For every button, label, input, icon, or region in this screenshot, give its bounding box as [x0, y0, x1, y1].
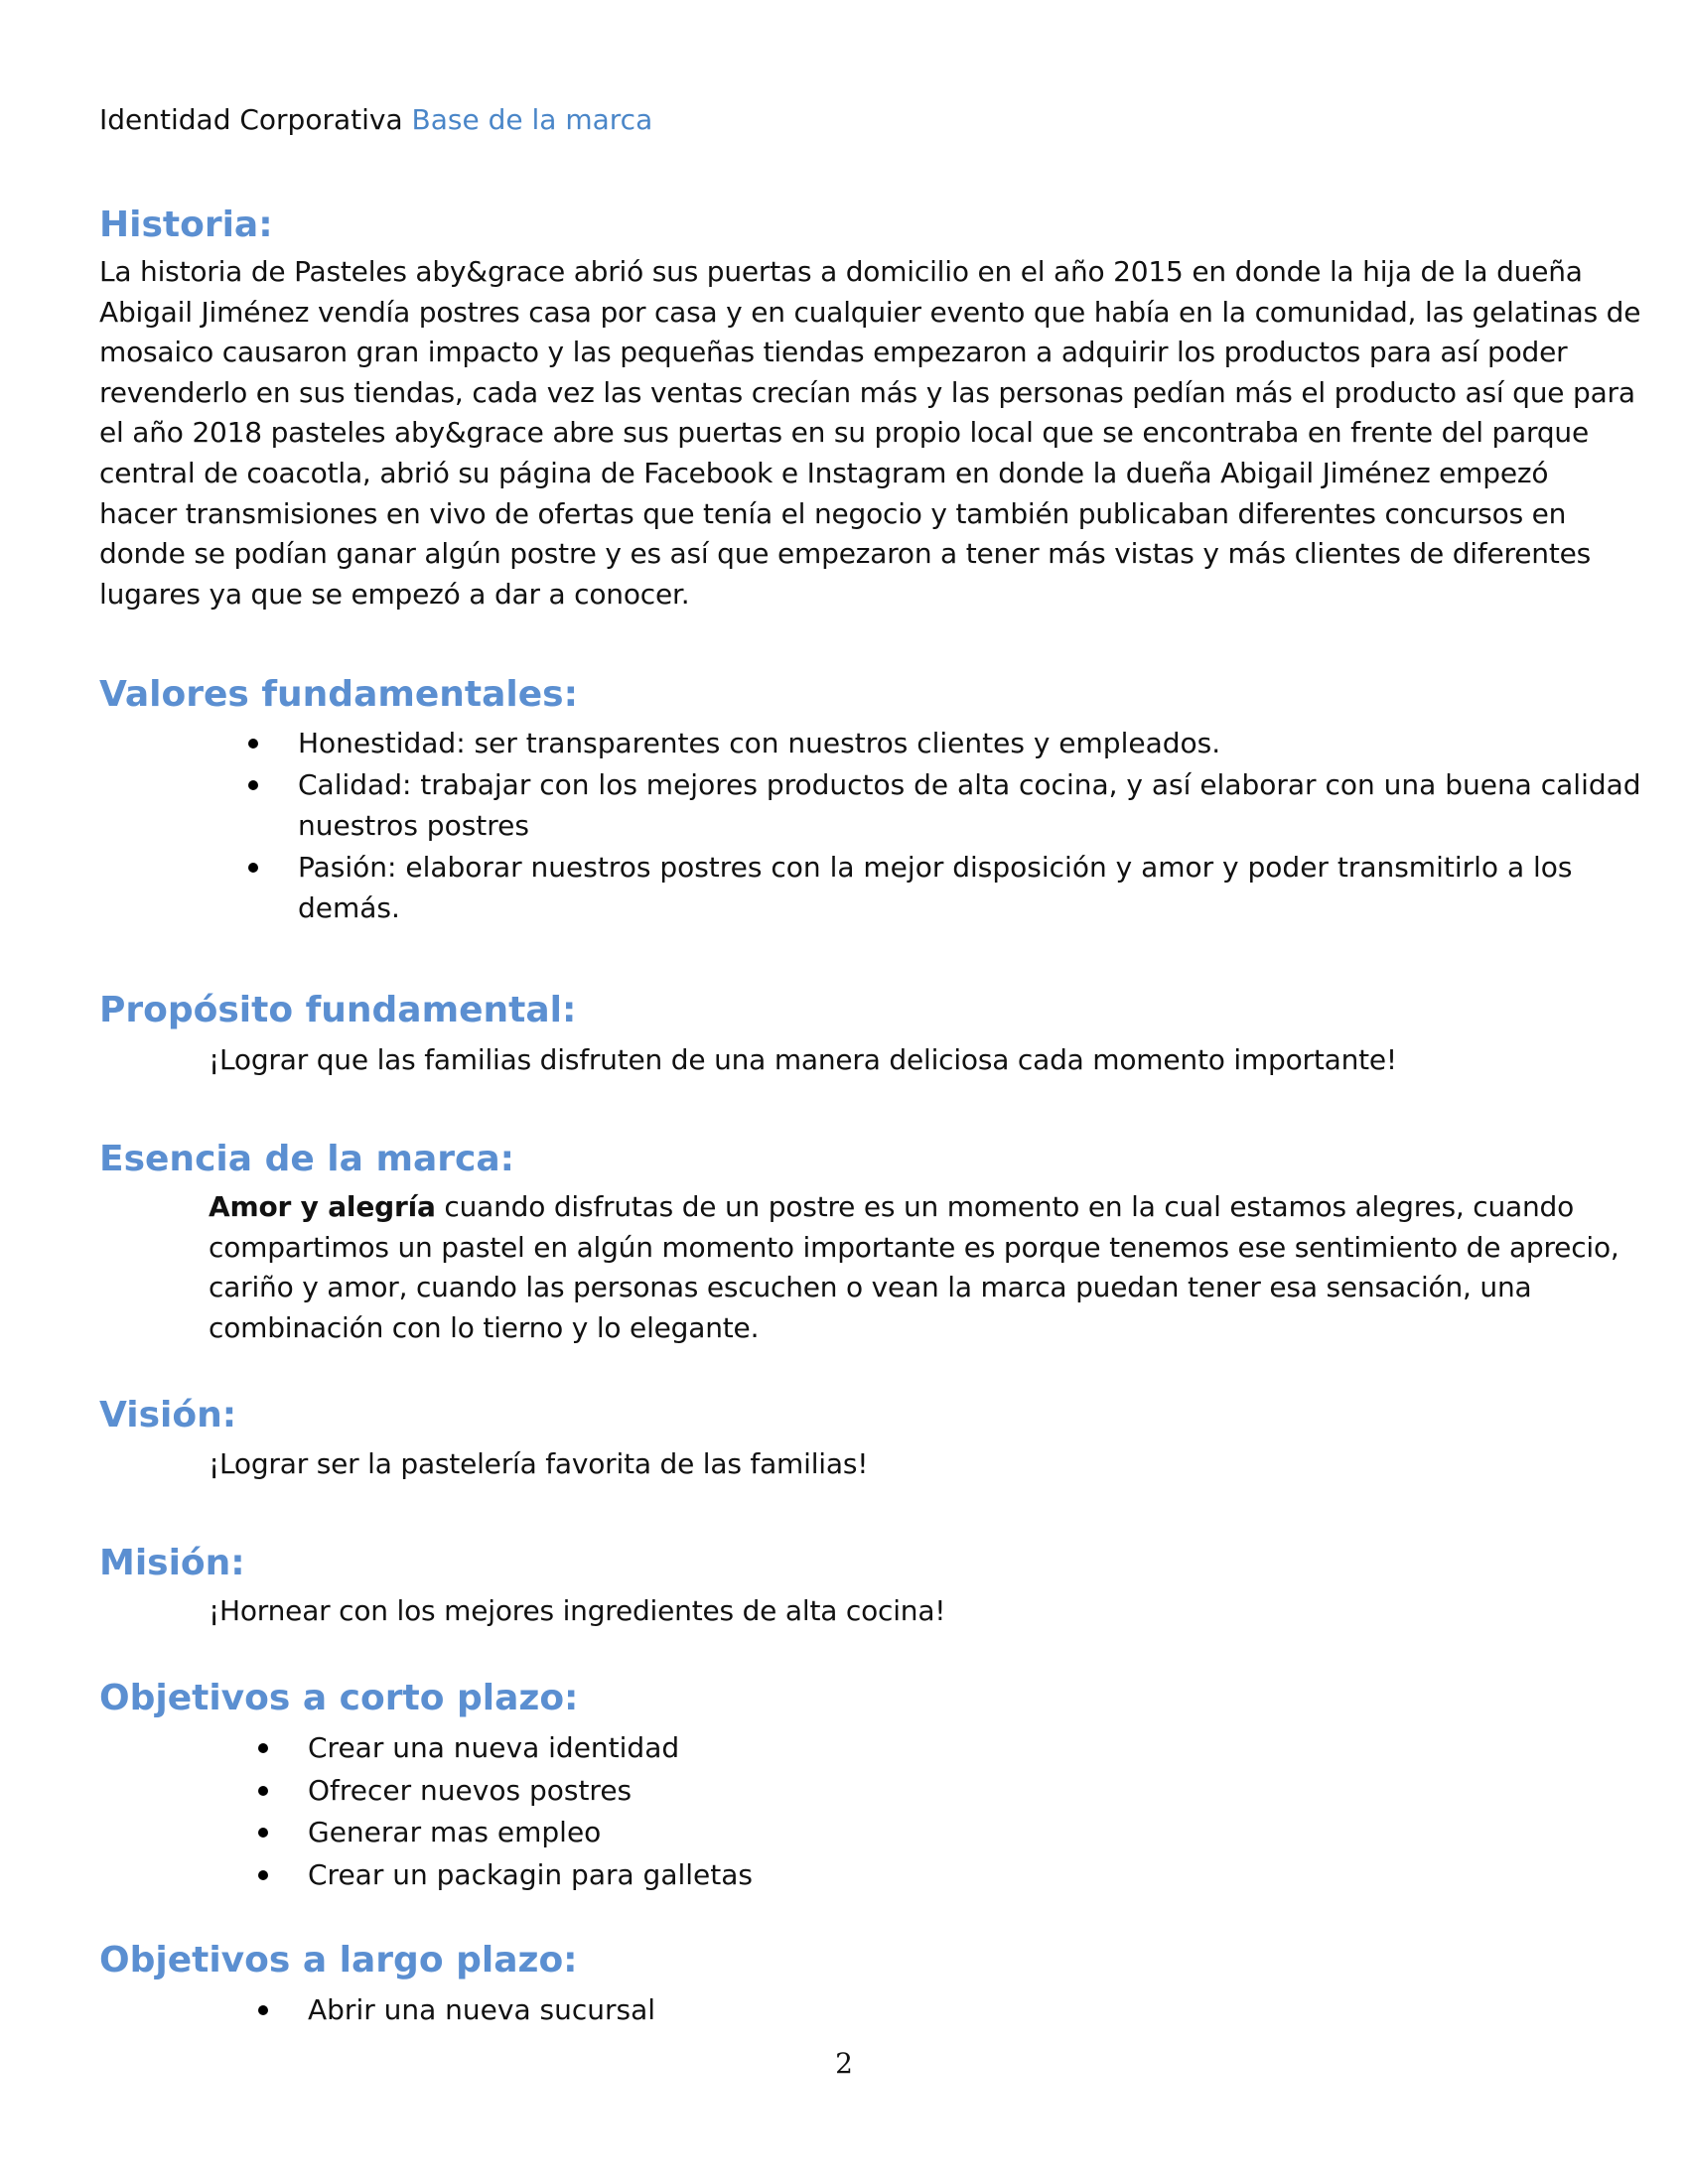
esencia-bold-lead: Amor y alegría: [209, 1190, 436, 1223]
list-item-text: Ofrecer nuevos postres: [308, 1773, 633, 1807]
text-line: ¡Hornear con los mejores ingredientes de alta cocina!: [209, 1594, 946, 1627]
valores-list: [298, 723, 1641, 929]
text-line: Abigail Jiménez vendía postres casa por casa y en cualquier evento que había en la comunidad, las gelatinas de: [99, 295, 1641, 329]
text-line: La historia de Pasteles aby&grace abrió sus puertas a domicilio en el año 2015 en donde la hija de la dueña: [99, 255, 1583, 288]
proposito-text: [209, 1040, 1397, 1081]
esencia-paragraph: [209, 1187, 1619, 1348]
text-line: [209, 1187, 1619, 1228]
esencia-line1-rest: cuando disfrutas de un postre es un momento en la cual estamos alegres, cuando: [435, 1190, 1574, 1223]
text-line: cariño y amor, cuando las personas escuchen o vean la marca puedan tener esa sensación, una: [209, 1271, 1532, 1304]
header-subtitle: Base de la marca: [411, 103, 653, 136]
heading-mision: Misión:: [99, 1543, 245, 1583]
text-line: central de coacotla, abrió su página de Facebook e Instagram en donde la dueña Abigail Jiménez empezó: [99, 456, 1549, 489]
text-line: compartimos un pastel en algún momento importante es porque tenemos ese sentimiento de aprecio,: [209, 1230, 1619, 1264]
heading-proposito: Propósito fundamental:: [99, 990, 577, 1030]
text-line: donde se podían ganar algún postre y es así que empezaron a tener más vistas y más clientes de diferentes: [99, 537, 1592, 571]
list-item: [308, 1854, 753, 1897]
bullet-icon: [258, 1786, 268, 1796]
list-item-text: Generar mas empleo: [308, 1816, 602, 1848]
document-header: [99, 102, 652, 138]
heading-historia: Historia:: [99, 205, 273, 245]
heading-largo-plazo: Objetivos a largo plazo:: [99, 1940, 578, 1980]
list-item: [308, 1770, 753, 1813]
mision-text: [209, 1591, 945, 1632]
bullet-icon: [258, 1828, 268, 1838]
text-line: combinación con lo tierno y lo elegante.: [209, 1310, 760, 1344]
text-line: hacer transmisiones en vivo de ofertas que tenía el negocio y también publicaban diferentes concursos en: [99, 496, 1567, 530]
list-item: [308, 1727, 753, 1770]
header-title: Identidad Corporativa: [99, 103, 403, 136]
list-item-text: Abrir una nueva sucursal: [308, 1993, 656, 2026]
list-item-text: Calidad: trabajar con los mejores productos de alta cocina, y así elaborar con una buena calidad: [298, 767, 1641, 801]
bullet-icon: [258, 1743, 268, 1753]
list-item-text: demás.: [298, 891, 400, 924]
text-line: el año 2018 pasteles aby&grace abre sus puertas en su propio local que se encontraba en frente del parque: [99, 416, 1589, 450]
list-item: [308, 1989, 655, 2031]
list-item: [298, 723, 1641, 764]
largo-plazo-list: [308, 1989, 655, 2031]
list-item: [298, 847, 1641, 929]
heading-esencia: Esencia de la marca:: [99, 1139, 515, 1179]
vision-text: [209, 1444, 868, 1485]
list-item-text: Honestidad: ser transparentes con nuestros clientes y empleados.: [298, 727, 1221, 759]
heading-vision: Visión:: [99, 1395, 237, 1435]
text-line: ¡Lograr ser la pastelería favorita de las familias!: [209, 1447, 869, 1480]
list-item-text: Crear una nueva identidad: [308, 1731, 680, 1764]
bullet-icon: [248, 739, 258, 749]
bullet-icon: [258, 2005, 268, 2015]
text-line: revenderlo en sus tiendas, cada vez las ventas crecían más y las personas pedían más el producto así que para: [99, 375, 1635, 409]
list-item: [308, 1812, 753, 1854]
text-line: lugares ya que se empezó a dar a conocer.: [99, 577, 690, 611]
historia-paragraph: [99, 252, 1640, 614]
text-line: mosaico causaron gran impacto y las pequeñas tiendas empezaron a adquirir los productos para así poder: [99, 336, 1568, 369]
text-line: ¡Lograr que las familias disfruten de una manera deliciosa cada momento importante!: [209, 1043, 1397, 1076]
heading-valores: Valores fundamentales:: [99, 674, 579, 715]
corto-plazo-list: [308, 1727, 753, 1896]
page-number: 2: [835, 2047, 853, 2080]
list-item: [298, 764, 1641, 847]
list-item-text: Pasión: elaborar nuestros postres con la mejor disposición y amor y poder transmitirlo a los: [298, 850, 1573, 884]
list-item-text: nuestros postres: [298, 809, 529, 842]
bullet-icon: [248, 780, 258, 790]
heading-corto-plazo: Objetivos a corto plazo:: [99, 1678, 579, 1718]
list-item-text: Crear un packagin para galletas: [308, 1857, 753, 1891]
bullet-icon: [248, 863, 258, 873]
bullet-icon: [258, 1870, 268, 1880]
